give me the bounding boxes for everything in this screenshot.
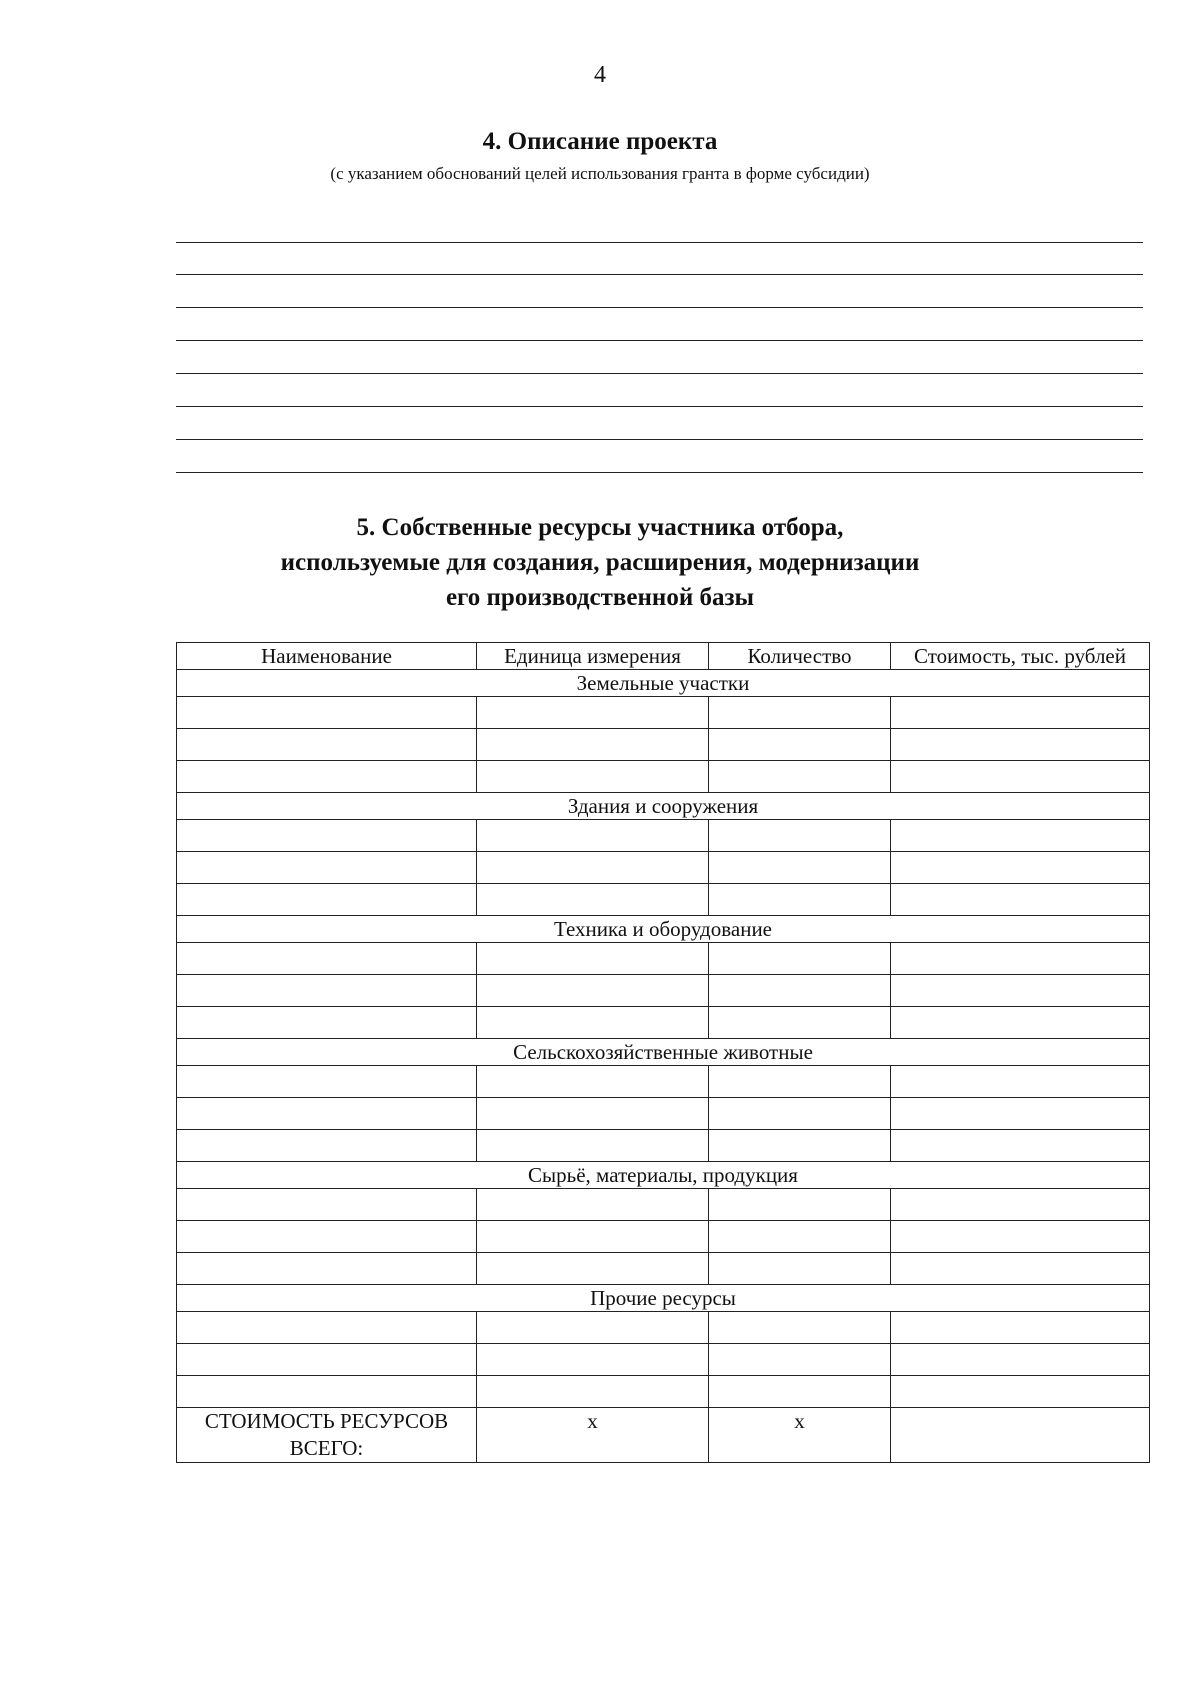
cost-cell[interactable] — [891, 1189, 1150, 1221]
quantity-cell[interactable] — [709, 884, 891, 916]
cost-cell[interactable] — [891, 1376, 1150, 1408]
table-row — [177, 1312, 1150, 1344]
cost-cell[interactable] — [891, 1007, 1150, 1039]
quantity-cell[interactable] — [709, 1007, 891, 1039]
name-cell[interactable] — [177, 1189, 477, 1221]
group-row — [177, 793, 1150, 820]
name-cell[interactable] — [177, 1376, 477, 1408]
table-row — [177, 1253, 1150, 1285]
group-row — [177, 1039, 1150, 1066]
unit-cell[interactable] — [477, 852, 709, 884]
group-row — [177, 1162, 1150, 1189]
unit-cell[interactable] — [477, 820, 709, 852]
table-row — [177, 943, 1150, 975]
table-row — [177, 729, 1150, 761]
quantity-cell[interactable] — [709, 1130, 891, 1162]
cost-cell[interactable] — [891, 820, 1150, 852]
unit-cell[interactable] — [477, 1312, 709, 1344]
table-row — [177, 1189, 1150, 1221]
unit-cell[interactable] — [477, 1376, 709, 1408]
total-quantity: х — [709, 1408, 891, 1463]
quantity-cell[interactable] — [709, 1221, 891, 1253]
cost-cell[interactable] — [891, 729, 1150, 761]
total-cost[interactable] — [891, 1408, 1150, 1463]
name-cell[interactable] — [177, 820, 477, 852]
name-cell[interactable] — [177, 1066, 477, 1098]
unit-cell[interactable] — [477, 1098, 709, 1130]
quantity-cell[interactable] — [709, 852, 891, 884]
header-cost: Стоимость, тыс. рублей — [891, 643, 1150, 670]
name-cell[interactable] — [177, 975, 477, 1007]
unit-cell[interactable] — [477, 1253, 709, 1285]
table-row — [177, 884, 1150, 916]
name-cell[interactable] — [177, 1312, 477, 1344]
name-cell[interactable] — [177, 729, 477, 761]
description-line[interactable] — [176, 373, 1143, 374]
section-4-subtitle: (с указанием обоснований целей использования гранта в форме субсидии) — [330, 164, 870, 183]
description-line[interactable] — [176, 307, 1143, 308]
cost-cell[interactable] — [891, 852, 1150, 884]
quantity-cell[interactable] — [709, 975, 891, 1007]
section-4-title: 4. Описание проекта — [482, 128, 718, 155]
header-name: Наименование — [177, 643, 477, 670]
section-5-title-line: используемые для создания, расширения, модернизации — [280, 549, 920, 576]
group-title: Здания и сооружения — [177, 793, 1150, 820]
quantity-cell[interactable] — [709, 820, 891, 852]
table-row — [177, 1098, 1150, 1130]
header-quantity: Количество — [709, 643, 891, 670]
group-title: Прочие ресурсы — [177, 1285, 1150, 1312]
description-line[interactable] — [176, 274, 1143, 275]
unit-cell[interactable] — [477, 697, 709, 729]
cost-cell[interactable] — [891, 761, 1150, 793]
cost-cell[interactable] — [891, 1221, 1150, 1253]
quantity-cell[interactable] — [709, 1344, 891, 1376]
name-cell[interactable] — [177, 1007, 477, 1039]
section-5-title-line: его производственной базы — [445, 584, 755, 611]
table-header-row — [177, 643, 1150, 670]
cost-cell[interactable] — [891, 1130, 1150, 1162]
quantity-cell[interactable] — [709, 697, 891, 729]
name-cell[interactable] — [177, 697, 477, 729]
group-row — [177, 916, 1150, 943]
unit-cell[interactable] — [477, 1066, 709, 1098]
table-row — [177, 1344, 1150, 1376]
description-line[interactable] — [176, 439, 1143, 440]
total-label: СТОИМОСТЬ РЕСУРСОВ ВСЕГО: — [177, 1408, 477, 1463]
description-line[interactable] — [176, 472, 1143, 473]
quantity-cell[interactable] — [709, 729, 891, 761]
cost-cell[interactable] — [891, 943, 1150, 975]
cost-cell[interactable] — [891, 1098, 1150, 1130]
table-row — [177, 1066, 1150, 1098]
quantity-cell[interactable] — [709, 1253, 891, 1285]
name-cell[interactable] — [177, 1098, 477, 1130]
name-cell[interactable] — [177, 852, 477, 884]
unit-cell[interactable] — [477, 1130, 709, 1162]
description-line[interactable] — [176, 340, 1143, 341]
group-title: Земельные участки — [177, 670, 1150, 697]
quantity-cell[interactable] — [709, 1376, 891, 1408]
name-cell[interactable] — [177, 1344, 477, 1376]
table-row — [177, 1130, 1150, 1162]
unit-cell[interactable] — [477, 1344, 709, 1376]
table-row — [177, 852, 1150, 884]
table-row — [177, 1007, 1150, 1039]
name-cell[interactable] — [177, 1253, 477, 1285]
table-row — [177, 975, 1150, 1007]
unit-cell[interactable] — [477, 761, 709, 793]
quantity-cell[interactable] — [709, 943, 891, 975]
total-unit: х — [477, 1408, 709, 1463]
quantity-cell[interactable] — [709, 1189, 891, 1221]
name-cell[interactable] — [177, 943, 477, 975]
unit-cell[interactable] — [477, 884, 709, 916]
cost-cell[interactable] — [891, 697, 1150, 729]
section-5-title — [0, 510, 1200, 615]
page-number: 4 — [594, 62, 606, 88]
cost-cell[interactable] — [891, 1253, 1150, 1285]
quantity-cell[interactable] — [709, 1098, 891, 1130]
group-title: Сельскохозяйственные животные — [177, 1039, 1150, 1066]
name-cell[interactable] — [177, 1221, 477, 1253]
unit-cell[interactable] — [477, 1189, 709, 1221]
unit-cell[interactable] — [477, 943, 709, 975]
unit-cell[interactable] — [477, 975, 709, 1007]
description-line[interactable] — [176, 242, 1143, 243]
group-row — [177, 670, 1150, 697]
cost-cell[interactable] — [891, 1344, 1150, 1376]
quantity-cell[interactable] — [709, 1312, 891, 1344]
table-row — [177, 697, 1150, 729]
table-row — [177, 820, 1150, 852]
group-row — [177, 1285, 1150, 1312]
header-unit: Единица измерения — [477, 643, 709, 670]
cost-cell[interactable] — [891, 975, 1150, 1007]
name-cell[interactable] — [177, 884, 477, 916]
total-row — [177, 1408, 1150, 1463]
name-cell[interactable] — [177, 1130, 477, 1162]
name-cell[interactable] — [177, 761, 477, 793]
group-title: Техника и оборудование — [177, 916, 1150, 943]
quantity-cell[interactable] — [709, 1066, 891, 1098]
cost-cell[interactable] — [891, 1066, 1150, 1098]
unit-cell[interactable] — [477, 1007, 709, 1039]
group-title: Сырьё, материалы, продукция — [177, 1162, 1150, 1189]
description-line[interactable] — [176, 406, 1143, 407]
section-5-title-line: 5. Собственные ресурсы участника отбора, — [356, 514, 844, 541]
table-row — [177, 1376, 1150, 1408]
unit-cell[interactable] — [477, 1221, 709, 1253]
quantity-cell[interactable] — [709, 761, 891, 793]
cost-cell[interactable] — [891, 1312, 1150, 1344]
unit-cell[interactable] — [477, 729, 709, 761]
cost-cell[interactable] — [891, 884, 1150, 916]
table-row — [177, 1221, 1150, 1253]
table-row — [177, 761, 1150, 793]
resources-table — [176, 642, 1150, 1463]
